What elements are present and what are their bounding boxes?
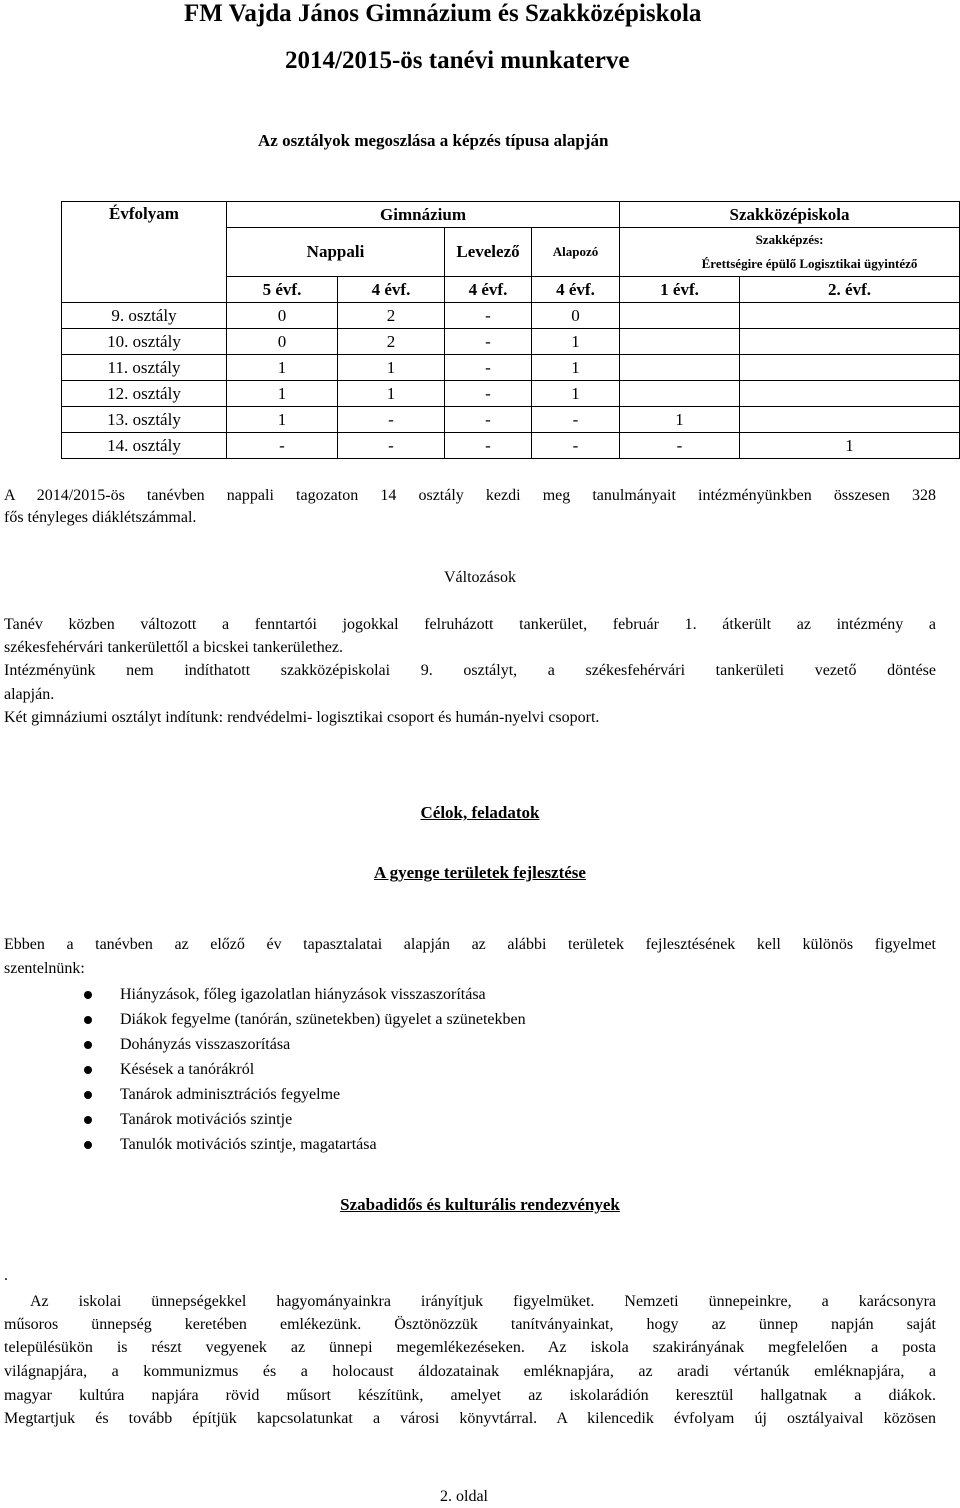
row-cell: 1 bbox=[338, 355, 445, 381]
row-cell bbox=[740, 329, 960, 355]
bullet-item: Tanárok motivációs szintje bbox=[120, 1111, 293, 1128]
row-cell: - bbox=[532, 407, 620, 433]
subhead-cell: 1 évf. bbox=[620, 277, 740, 303]
valtozasok-line: Tanév közben változott a fenntartói jogokkal felruházott tankerület, február 1. átkerült az intézmény a bbox=[4, 616, 936, 633]
row-cell bbox=[740, 303, 960, 329]
subhead-cell: 2. évf. bbox=[740, 277, 960, 303]
row-cell: 1 bbox=[740, 433, 960, 459]
bullet-icon bbox=[84, 1066, 92, 1074]
row-cell: 2 bbox=[338, 329, 445, 355]
stray-dot: . bbox=[4, 1267, 8, 1284]
bullet-icon bbox=[84, 1091, 92, 1099]
row-cell: - bbox=[445, 355, 532, 381]
header-alapozo: Alapozó bbox=[532, 228, 620, 277]
row-cell: 1 bbox=[532, 381, 620, 407]
row-cell: 2 bbox=[338, 303, 445, 329]
row-label: 9. osztály bbox=[62, 303, 227, 329]
row-cell bbox=[620, 329, 740, 355]
header-evfolyam: Évfolyam bbox=[62, 202, 227, 303]
szakkepzes-label: Szakképzés: bbox=[755, 232, 824, 247]
row-label: 12. osztály bbox=[62, 381, 227, 407]
szabadidos-line: magyar kultúra napjára rövid műsort készítünk, amelyet az iskolarádión keresztül hallgatnak a diákok. bbox=[4, 1387, 936, 1404]
bullet-item: Dohányzás visszaszorítása bbox=[120, 1036, 291, 1053]
bullet-icon bbox=[84, 1041, 92, 1049]
header-gimnazium: Gimnázium bbox=[227, 202, 620, 228]
valtozasok-title: Változások bbox=[444, 569, 516, 586]
page-number: 2. oldal bbox=[440, 1488, 488, 1505]
row-cell bbox=[740, 381, 960, 407]
szabadidos-line: Az iskolai ünnepségekkel hagyományainkra irányítjuk figyelmüket. Nemzeti ünnepeinkre, a karácsonyra bbox=[30, 1293, 936, 1310]
gyenge-intro-line: Ebben a tanévben az előző év tapasztalatai alapján az alábbi területek fejlesztésének kell különös figyelmet bbox=[4, 936, 936, 953]
table-row bbox=[62, 303, 960, 329]
row-cell bbox=[620, 303, 740, 329]
row-cell: - bbox=[227, 433, 338, 459]
szabadidos-line: Megtartjuk és tovább építjük kapcsolatunkat a városi könyvtárral. A kilencedik évfolyam új osztályaival közösen bbox=[4, 1410, 936, 1427]
valtozasok-line: Két gimnáziumi osztályt indítunk: rendvédelmi- logisztikai csoport és humán-nyelvi csoport. bbox=[4, 709, 600, 726]
subhead-cell: 4 évf. bbox=[532, 277, 620, 303]
table-row bbox=[62, 381, 960, 407]
table-row bbox=[62, 329, 960, 355]
row-cell: 0 bbox=[532, 303, 620, 329]
row-cell: 0 bbox=[227, 329, 338, 355]
header-szakkozep: Szakközépiskola bbox=[620, 202, 960, 228]
bullet-icon bbox=[84, 991, 92, 999]
plan-title: 2014/2015-ös tanévi munkaterve bbox=[285, 47, 630, 74]
bullet-icon bbox=[84, 1016, 92, 1024]
row-cell bbox=[740, 355, 960, 381]
row-cell: - bbox=[445, 433, 532, 459]
bullet-item: Diákok fegyelme (tanórán, szünetekben) ügyelet a szünetekben bbox=[120, 1011, 526, 1028]
valtozasok-line: alapján. bbox=[4, 686, 55, 703]
gyenge-title: A gyenge területek fejlesztése bbox=[374, 863, 586, 882]
row-cell: 1 bbox=[532, 329, 620, 355]
row-cell: - bbox=[445, 303, 532, 329]
row-cell bbox=[620, 381, 740, 407]
bullet-item: Késések a tanórákról bbox=[120, 1061, 255, 1078]
bullet-item: Tanulók motivációs szintje, magatartása bbox=[120, 1136, 377, 1153]
row-cell: - bbox=[620, 433, 740, 459]
header-szakkepzes bbox=[620, 228, 960, 277]
row-label: 11. osztály bbox=[62, 355, 227, 381]
row-cell: 1 bbox=[227, 381, 338, 407]
valtozasok-line: székesfehérvári tankerülettől a bicskei tankerülethez. bbox=[4, 639, 343, 656]
row-cell: - bbox=[532, 433, 620, 459]
row-cell bbox=[620, 355, 740, 381]
row-cell: - bbox=[445, 329, 532, 355]
row-cell: 0 bbox=[227, 303, 338, 329]
bullet-icon bbox=[84, 1116, 92, 1124]
bullet-item: Tanárok adminisztrációs fegyelme bbox=[120, 1086, 341, 1103]
header-nappali: Nappali bbox=[227, 228, 445, 277]
table-row bbox=[62, 433, 960, 459]
subhead-cell: 4 évf. bbox=[338, 277, 445, 303]
school-title: FM Vajda János Gimnázium és Szakközépiskola bbox=[184, 0, 702, 27]
szabadidos-title: Szabadidős és kulturális rendezvények bbox=[340, 1195, 620, 1214]
bullet-icon bbox=[84, 1141, 92, 1149]
szabadidos-line: műsoros ünnepség keretében emlékezünk. Ösztönözzük tanítványainkat, hogy az ünnep napján saját bbox=[4, 1316, 936, 1333]
subhead-cell: 4 évf. bbox=[445, 277, 532, 303]
row-cell: - bbox=[338, 433, 445, 459]
class-distribution-table bbox=[61, 201, 960, 459]
row-label: 10. osztály bbox=[62, 329, 227, 355]
valtozasok-line: Intézményünk nem indíthatott szakközépiskolai 9. osztályt, a székesfehérvári tankerületi vezető döntése bbox=[4, 662, 936, 679]
celok-title: Célok, feladatok bbox=[420, 803, 540, 822]
intro-line: A 2014/2015-ös tanévben nappali tagozaton 14 osztály kezdi meg tanulmányait intézményünkben összesen 328 bbox=[4, 487, 936, 504]
bullet-item: Hiányzások, főleg igazolatlan hiányzások visszaszorítása bbox=[120, 986, 486, 1003]
row-cell: 1 bbox=[227, 407, 338, 433]
subhead-cell: 5 évf. bbox=[227, 277, 338, 303]
row-cell: 1 bbox=[620, 407, 740, 433]
row-cell: - bbox=[445, 381, 532, 407]
table-row bbox=[62, 407, 960, 433]
row-cell: - bbox=[445, 407, 532, 433]
szakkepzes-detail: Érettségire épülő Logisztikai ügyintéző bbox=[701, 256, 918, 271]
header-levelezo: Levelező bbox=[445, 228, 532, 277]
row-label: 13. osztály bbox=[62, 407, 227, 433]
row-cell bbox=[740, 407, 960, 433]
intro-line: fős tényleges diáklétszámmal. bbox=[4, 509, 197, 526]
row-cell: - bbox=[338, 407, 445, 433]
gyenge-intro-line: szentelnünk: bbox=[4, 960, 85, 977]
row-cell: 1 bbox=[532, 355, 620, 381]
szabadidos-line: világnapjára, a kommunizmus és a holocaust áldozatainak emléknapjára, az aradi vértanúk emléknapjára, a bbox=[4, 1363, 936, 1380]
row-cell: 1 bbox=[227, 355, 338, 381]
table-title: Az osztályok megoszlása a képzés típusa alapján bbox=[258, 131, 609, 150]
szabadidos-line: településükön is részt vegyenek az ünnepi megemlékezéseken. Az iskola szakirányának megfelelően a posta bbox=[4, 1339, 936, 1356]
row-cell: 1 bbox=[338, 381, 445, 407]
table-row bbox=[62, 355, 960, 381]
row-label: 14. osztály bbox=[62, 433, 227, 459]
